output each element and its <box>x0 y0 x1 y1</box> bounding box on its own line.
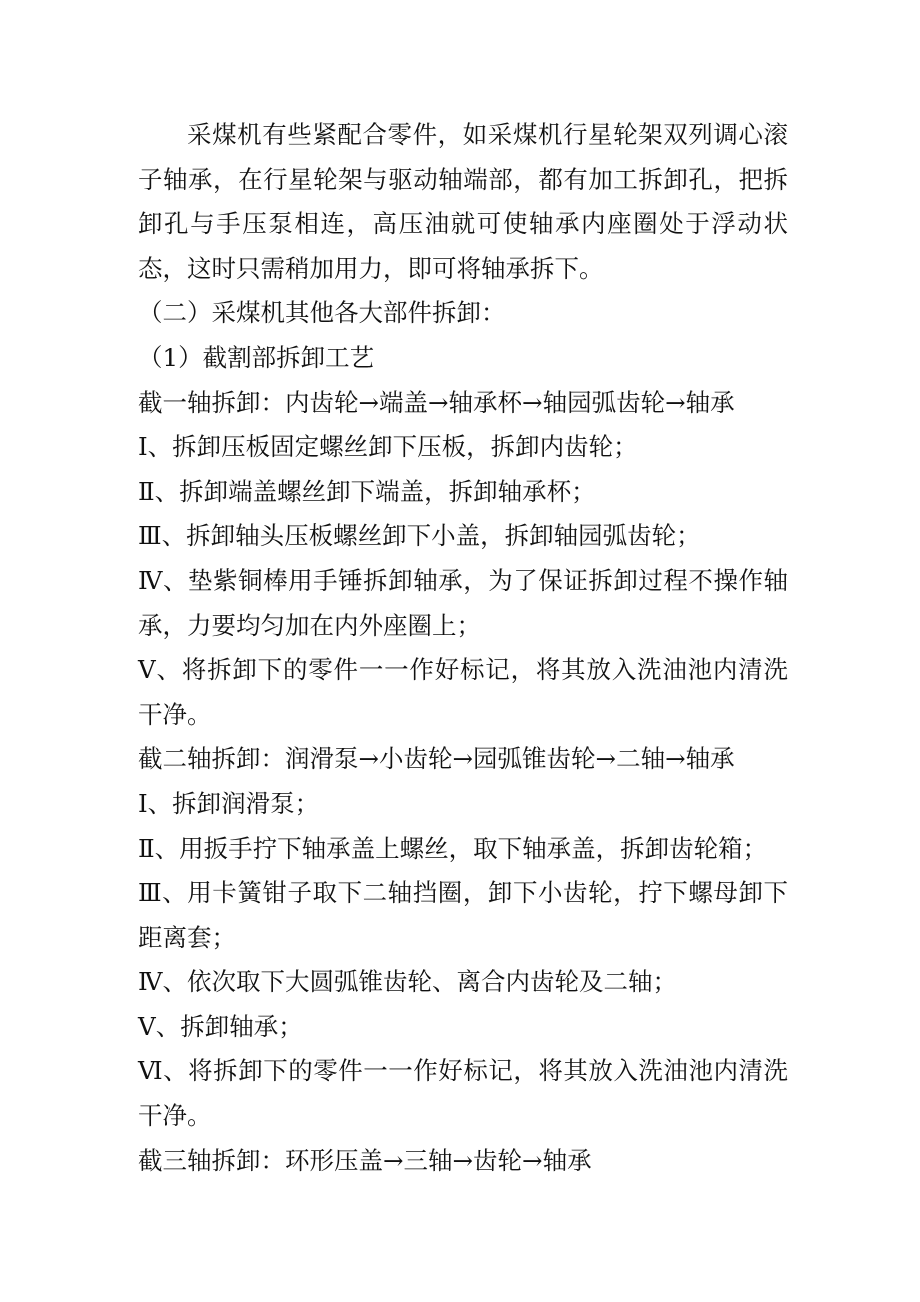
shaft1-step-2: Ⅱ、拆卸端盖螺丝卸下端盖，拆卸轴承杯； <box>138 476 596 506</box>
section-heading: （二）采煤机其他各大部件拆卸： <box>138 298 506 328</box>
shaft1-step-3: Ⅲ、拆卸轴头压板螺丝卸下小盖，拆卸轴园弧齿轮； <box>138 521 701 551</box>
shaft1-step-5: Ⅴ、将拆卸下的零件一一作好标记，将其放入洗油池内清洗干净。 <box>138 655 788 729</box>
shaft2-step-6: Ⅵ、将拆卸下的零件一一作好标记，将其放入洗油池内清洗干净。 <box>138 1056 788 1131</box>
shaft1-step-4: Ⅳ、垫紫铜棒用手锤拆卸轴承，为了保证拆卸过程不操作轴承，力要均匀加在内外座圈上； <box>138 565 788 640</box>
shaft2-step-5: Ⅴ、拆卸轴承； <box>138 1011 303 1041</box>
document-body <box>138 113 788 1183</box>
shaft2-step-4: Ⅳ、依次取下大圆弧锥齿轮、离合内齿轮及二轴； <box>138 967 677 997</box>
shaft2-step-2: Ⅱ、用扳手拧下轴承盖上螺丝，取下轴承盖，拆卸齿轮箱； <box>138 833 768 863</box>
shaft2-step-1: Ⅰ、拆卸润滑泵； <box>138 788 320 818</box>
shaft2-title: 截二轴拆卸：润滑泵→小齿轮→园弧锥齿轮→二轴→轴承 <box>138 744 735 774</box>
shaft1-title: 截一轴拆卸：内齿轮→端盖→轴承杯→轴园弧齿轮→轴承 <box>138 387 735 417</box>
shaft1-step-1: Ⅰ、拆卸压板固定螺丝卸下压板，拆卸内齿轮； <box>138 432 638 462</box>
shaft3-title: 截三轴拆卸：环形压盖→三轴→齿轮→轴承 <box>138 1145 592 1175</box>
subsection-heading: （1）截割部拆卸工艺 <box>138 342 375 372</box>
shaft2-step-3: Ⅲ、用卡簧钳子取下二轴挡圈，卸下小齿轮，拧下螺母卸下距离套； <box>138 878 788 952</box>
intro-paragraph: 采煤机有些紧配合零件，如采煤机行星轮架双列调心滚子轴承，在行星轮架与驱动轴端部，都有加工拆卸孔，把拆卸孔与手压泵相连，高压油就可使轴承内座圈处于浮动状态，这时只需稍加用力，即可将轴承拆下。 <box>138 120 788 283</box>
